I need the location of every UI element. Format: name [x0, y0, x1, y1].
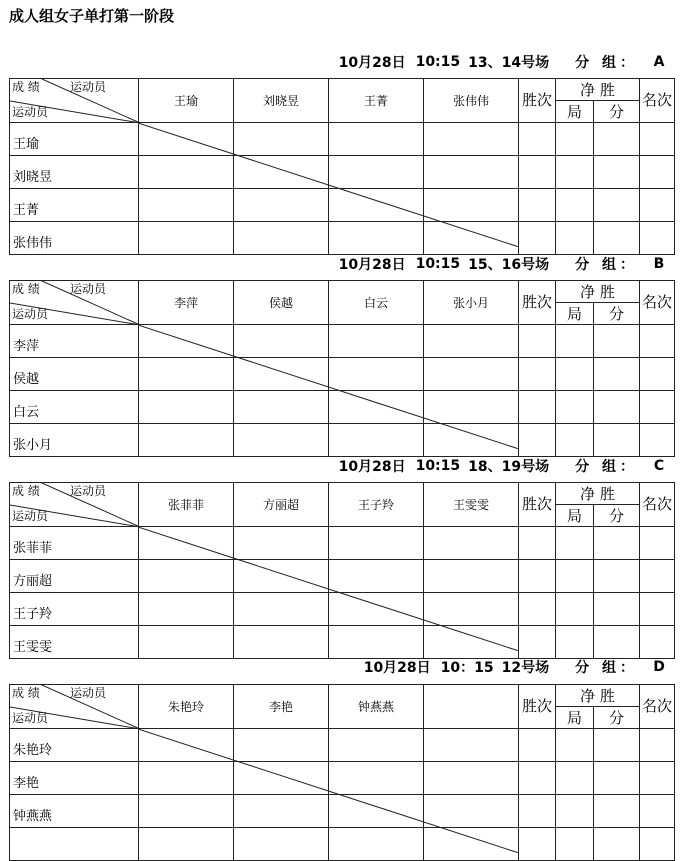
round-robin-table [9, 684, 675, 861]
score-cell[interactable] [519, 527, 556, 560]
score-cell[interactable] [594, 626, 640, 659]
corner-header-cell [10, 483, 139, 527]
score-cell[interactable] [234, 189, 329, 222]
score-cell[interactable] [139, 593, 234, 626]
column-player-name: 张菲菲 [139, 483, 234, 527]
score-cell[interactable] [556, 123, 594, 156]
score-cell[interactable] [139, 729, 234, 762]
column-player-name: 张伟伟 [424, 79, 519, 123]
score-cell[interactable] [329, 527, 424, 560]
row-player-name: 李艳 [10, 762, 139, 795]
score-cell[interactable] [556, 189, 594, 222]
court-number: 12号场 [501, 660, 550, 676]
score-cell[interactable] [139, 762, 234, 795]
games-header: 局 [556, 505, 594, 527]
round-robin-table [9, 280, 675, 457]
rank-header: 名次 [640, 79, 675, 123]
score-cell[interactable] [594, 729, 640, 762]
score-cell[interactable] [234, 424, 329, 457]
score-cell[interactable] [594, 424, 640, 457]
score-cell[interactable] [234, 593, 329, 626]
score-cell[interactable] [594, 762, 640, 795]
table-row [10, 391, 675, 424]
score-cell[interactable] [640, 560, 675, 593]
rank-header: 名次 [640, 685, 675, 729]
score-cell[interactable] [640, 795, 675, 828]
score-cell[interactable] [640, 626, 675, 659]
page-title: 成人组女子单打第一阶段 [9, 7, 175, 25]
score-cell[interactable] [424, 729, 519, 762]
column-player-name: 李艳 [234, 685, 329, 729]
score-cell[interactable] [640, 729, 675, 762]
wins-header: 胜次 [519, 281, 556, 325]
group-letter: A [653, 54, 665, 70]
row-player-name: 王子羚 [10, 593, 139, 626]
score-cell[interactable] [424, 325, 519, 358]
score-cell[interactable] [424, 762, 519, 795]
score-cell[interactable] [139, 527, 234, 560]
wins-header: 胜次 [519, 79, 556, 123]
points-header: 分 [594, 707, 640, 729]
group-label: 分 组： [575, 459, 638, 475]
score-cell[interactable] [234, 358, 329, 391]
score-cell[interactable] [234, 156, 329, 189]
games-header: 局 [556, 101, 594, 123]
score-cell[interactable] [329, 156, 424, 189]
score-cell[interactable] [594, 391, 640, 424]
corner-athlete-label: 运动员 [70, 282, 107, 296]
score-cell[interactable] [424, 222, 519, 255]
score-cell[interactable] [594, 325, 640, 358]
score-cell[interactable] [556, 391, 594, 424]
match-date: 10月28日 [338, 55, 406, 71]
score-cell[interactable] [329, 560, 424, 593]
score-cell[interactable] [640, 222, 675, 255]
score-cell[interactable] [556, 729, 594, 762]
score-cell[interactable] [329, 424, 424, 457]
row-player-name: 王菁 [10, 189, 139, 222]
score-cell[interactable] [234, 762, 329, 795]
games-header: 局 [556, 707, 594, 729]
column-player-name: 侯越 [234, 281, 329, 325]
corner-score-label: 成 绩 [12, 484, 40, 498]
score-cell[interactable] [519, 560, 556, 593]
column-player-name: 李萍 [139, 281, 234, 325]
score-cell[interactable] [640, 527, 675, 560]
score-cell[interactable] [519, 325, 556, 358]
net-win-header: 净 胜 [556, 685, 640, 707]
score-cell[interactable] [329, 358, 424, 391]
round-robin-table [9, 78, 675, 255]
score-cell[interactable] [594, 560, 640, 593]
score-cell[interactable] [139, 358, 234, 391]
net-win-header: 净 胜 [556, 483, 640, 505]
group-label: 分 组： [575, 660, 638, 676]
score-cell[interactable] [329, 729, 424, 762]
corner-athlete-label: 运动员 [70, 686, 107, 700]
score-cell[interactable] [640, 762, 675, 795]
score-cell[interactable] [556, 593, 594, 626]
score-cell[interactable] [640, 189, 675, 222]
score-cell[interactable] [139, 626, 234, 659]
score-cell[interactable] [329, 123, 424, 156]
score-cell[interactable] [519, 762, 556, 795]
group-letter: C [653, 458, 665, 474]
score-cell[interactable] [640, 593, 675, 626]
score-cell[interactable] [519, 189, 556, 222]
row-player-name: 张菲菲 [10, 527, 139, 560]
score-cell[interactable] [519, 222, 556, 255]
score-cell[interactable] [519, 391, 556, 424]
table-row [10, 626, 675, 659]
points-header: 分 [594, 101, 640, 123]
score-cell[interactable] [640, 325, 675, 358]
corner-score-label: 成 绩 [12, 686, 40, 700]
score-cell[interactable] [556, 795, 594, 828]
score-cell[interactable] [234, 222, 329, 255]
score-cell[interactable] [594, 189, 640, 222]
match-time: 10：15 [440, 660, 494, 676]
row-player-name: 侯越 [10, 358, 139, 391]
points-header: 分 [594, 303, 640, 325]
table-row [10, 189, 675, 222]
score-cell[interactable] [640, 358, 675, 391]
table-row [10, 560, 675, 593]
column-player-name: 王雯雯 [424, 483, 519, 527]
score-cell[interactable] [329, 222, 424, 255]
row-player-name [10, 828, 139, 861]
table-row [10, 358, 675, 391]
table-row [10, 828, 675, 861]
score-cell[interactable] [329, 828, 424, 861]
score-cell[interactable] [556, 527, 594, 560]
score-cell[interactable] [594, 828, 640, 861]
score-cell[interactable] [424, 626, 519, 659]
table-row [10, 762, 675, 795]
score-cell[interactable] [594, 527, 640, 560]
score-cell[interactable] [640, 123, 675, 156]
score-cell[interactable] [329, 593, 424, 626]
score-cell[interactable] [556, 156, 594, 189]
row-player-name: 王雯雯 [10, 626, 139, 659]
score-cell[interactable] [234, 828, 329, 861]
column-player-name: 王瑜 [139, 79, 234, 123]
score-cell[interactable] [640, 828, 675, 861]
corner-score-label: 成 绩 [12, 282, 40, 296]
score-cell[interactable] [234, 729, 329, 762]
column-player-name: 方丽超 [234, 483, 329, 527]
net-win-header: 净 胜 [556, 281, 640, 303]
score-cell[interactable] [139, 828, 234, 861]
score-cell[interactable] [139, 222, 234, 255]
score-cell[interactable] [519, 593, 556, 626]
score-cell[interactable] [234, 560, 329, 593]
match-time: 10:15 [415, 54, 461, 70]
row-player-name: 张小月 [10, 424, 139, 457]
column-player-name: 张小月 [424, 281, 519, 325]
rank-header: 名次 [640, 483, 675, 527]
score-cell[interactable] [640, 391, 675, 424]
group-letter: D [653, 659, 665, 675]
row-player-name: 张伟伟 [10, 222, 139, 255]
score-cell[interactable] [424, 123, 519, 156]
table-row [10, 156, 675, 189]
match-time: 10:15 [415, 458, 461, 474]
score-cell[interactable] [519, 358, 556, 391]
corner-athlete-row-label: 运动员 [12, 509, 49, 523]
score-cell[interactable] [594, 123, 640, 156]
score-cell[interactable] [424, 795, 519, 828]
row-player-name: 白云 [10, 391, 139, 424]
score-cell[interactable] [519, 626, 556, 659]
group-header [200, 455, 666, 477]
score-cell[interactable] [424, 560, 519, 593]
corner-header-cell [10, 281, 139, 325]
row-player-name: 方丽超 [10, 560, 139, 593]
table-row [10, 729, 675, 762]
court-number: 13、14号场 [468, 55, 550, 71]
score-cell[interactable] [329, 795, 424, 828]
score-cell[interactable] [329, 626, 424, 659]
group-header [200, 51, 666, 73]
score-cell[interactable] [424, 156, 519, 189]
score-cell[interactable] [556, 358, 594, 391]
score-cell[interactable] [234, 123, 329, 156]
corner-header-cell [10, 79, 139, 123]
score-cell[interactable] [329, 391, 424, 424]
score-cell[interactable] [139, 795, 234, 828]
score-cell[interactable] [329, 189, 424, 222]
table-row [10, 424, 675, 457]
group-header [200, 656, 666, 678]
column-player-name: 白云 [329, 281, 424, 325]
group-letter: B [653, 256, 665, 272]
corner-header-cell [10, 685, 139, 729]
score-cell[interactable] [519, 795, 556, 828]
score-cell[interactable] [139, 391, 234, 424]
score-cell[interactable] [424, 593, 519, 626]
rank-header: 名次 [640, 281, 675, 325]
corner-score-label: 成 绩 [12, 80, 40, 94]
wins-header: 胜次 [519, 483, 556, 527]
match-date: 10月28日 [363, 660, 431, 676]
row-player-name: 钟燕燕 [10, 795, 139, 828]
column-player-name [424, 685, 519, 729]
round-robin-table [9, 482, 675, 659]
points-header: 分 [594, 505, 640, 527]
score-cell[interactable] [594, 795, 640, 828]
corner-athlete-label: 运动员 [70, 484, 107, 498]
score-cell[interactable] [139, 123, 234, 156]
score-cell[interactable] [594, 593, 640, 626]
table-row [10, 123, 675, 156]
corner-athlete-row-label: 运动员 [12, 105, 49, 119]
score-cell[interactable] [139, 325, 234, 358]
column-player-name: 王子羚 [329, 483, 424, 527]
score-cell[interactable] [329, 325, 424, 358]
score-cell[interactable] [556, 762, 594, 795]
group-header [200, 253, 666, 275]
score-cell[interactable] [234, 626, 329, 659]
score-cell[interactable] [556, 424, 594, 457]
group-label: 分 组： [575, 55, 638, 71]
score-cell[interactable] [424, 391, 519, 424]
score-cell[interactable] [329, 762, 424, 795]
score-cell[interactable] [519, 123, 556, 156]
score-cell[interactable] [234, 325, 329, 358]
wins-header: 胜次 [519, 685, 556, 729]
column-player-name: 钟燕燕 [329, 685, 424, 729]
row-player-name: 朱艳玲 [10, 729, 139, 762]
column-player-name: 刘晓昱 [234, 79, 329, 123]
net-win-header: 净 胜 [556, 79, 640, 101]
score-cell[interactable] [556, 325, 594, 358]
table-row [10, 527, 675, 560]
score-cell[interactable] [519, 156, 556, 189]
corner-athlete-row-label: 运动员 [12, 711, 49, 725]
row-player-name: 李萍 [10, 325, 139, 358]
table-row [10, 795, 675, 828]
corner-athlete-label: 运动员 [70, 80, 107, 94]
score-cell[interactable] [556, 626, 594, 659]
score-cell[interactable] [594, 222, 640, 255]
score-cell[interactable] [519, 424, 556, 457]
group-label: 分 组： [575, 257, 638, 273]
corner-athlete-row-label: 运动员 [12, 307, 49, 321]
score-cell[interactable] [234, 527, 329, 560]
row-player-name: 刘晓昱 [10, 156, 139, 189]
score-cell[interactable] [139, 189, 234, 222]
table-row [10, 222, 675, 255]
table-row [10, 325, 675, 358]
score-cell[interactable] [424, 424, 519, 457]
score-cell[interactable] [424, 828, 519, 861]
score-cell[interactable] [424, 358, 519, 391]
score-cell[interactable] [424, 189, 519, 222]
score-cell[interactable] [556, 828, 594, 861]
match-date: 10月28日 [338, 257, 406, 273]
match-date: 10月28日 [338, 459, 406, 475]
score-cell[interactable] [139, 560, 234, 593]
column-player-name: 王菁 [329, 79, 424, 123]
score-cell[interactable] [594, 358, 640, 391]
score-cell[interactable] [424, 527, 519, 560]
score-cell[interactable] [519, 828, 556, 861]
score-cell[interactable] [139, 424, 234, 457]
court-number: 15、16号场 [468, 257, 550, 273]
row-player-name: 王瑜 [10, 123, 139, 156]
score-cell[interactable] [519, 729, 556, 762]
score-cell[interactable] [234, 391, 329, 424]
score-cell[interactable] [556, 222, 594, 255]
score-cell[interactable] [594, 156, 640, 189]
table-row [10, 593, 675, 626]
score-cell[interactable] [234, 795, 329, 828]
games-header: 局 [556, 303, 594, 325]
score-cell[interactable] [640, 156, 675, 189]
court-number: 18、19号场 [468, 459, 550, 475]
column-player-name: 朱艳玲 [139, 685, 234, 729]
match-time: 10:15 [415, 256, 461, 272]
score-cell[interactable] [640, 424, 675, 457]
score-cell[interactable] [139, 156, 234, 189]
score-cell[interactable] [556, 560, 594, 593]
